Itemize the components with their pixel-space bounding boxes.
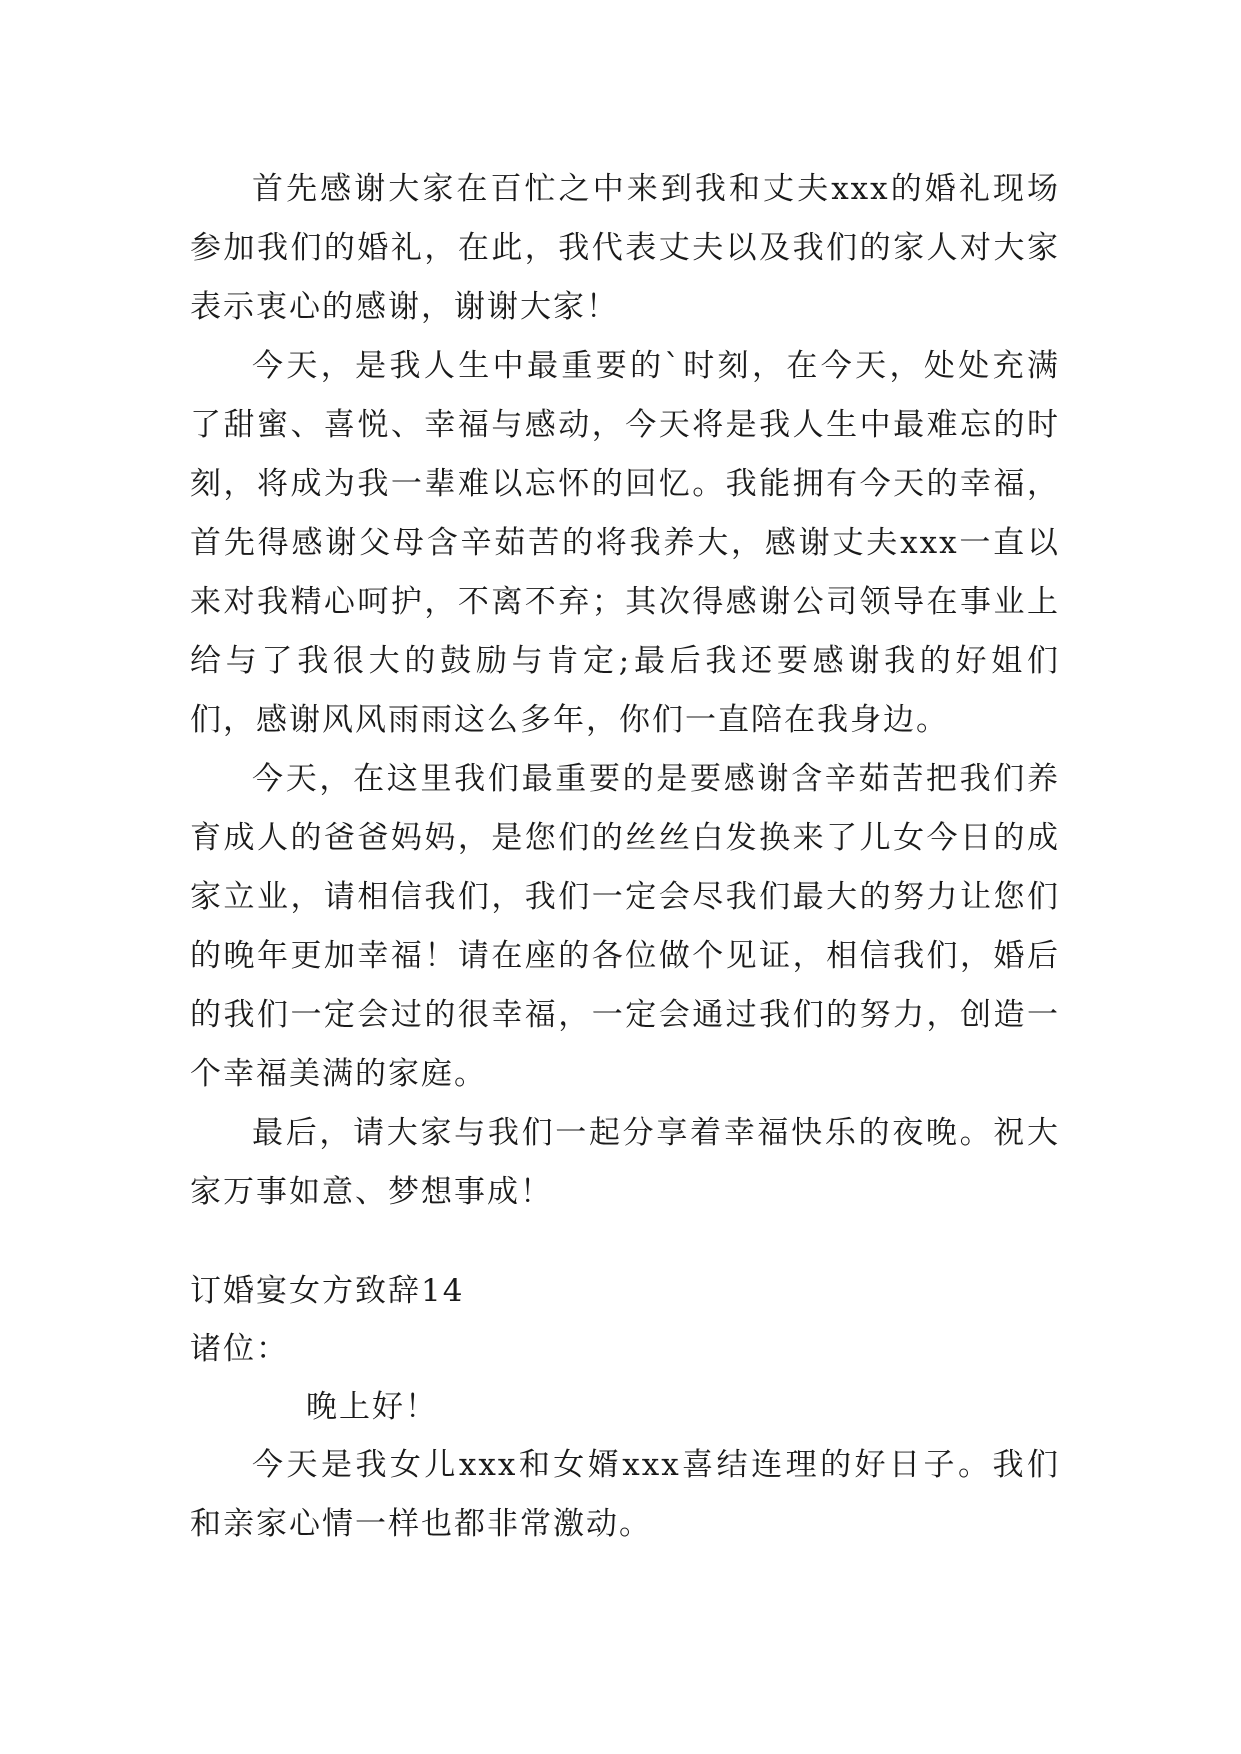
paragraph-parents: 今天，在这里我们最重要的是要感谢含辛茹苦把我们养育成人的爸爸妈妈，是您们的丝丝白发换来了儿女今日的成家立业，请相信我们，我们一定会尽我们最大的努力让您们的晚年更加幸福！请在座的各位做个见证，相信我们，婚后的我们一定会过的很幸福，一定会通过我们的努力，创造一个幸福美满的家庭。 (190, 761, 1060, 1092)
section-heading: 订婚宴女方致辞14 (190, 1273, 465, 1309)
salutation: 诸位： (190, 1331, 289, 1367)
paragraph-thanks: 首先感谢大家在百忙之中来到我和丈夫xxx的婚礼现场参加我们的婚礼，在此，我代表丈夫以及我们的家人对大家表示衷心的感谢，谢谢大家！ (190, 171, 1060, 325)
greeting: 晚上好！ (306, 1389, 438, 1425)
paragraph-closing: 最后，请大家与我们一起分享着幸福快乐的夜晚。祝大家万事如意、梦想事成！ (190, 1115, 1060, 1210)
speech-body (190, 160, 1060, 1222)
paragraph-important-moment: 今天，是我人生中最重要的`时刻，在今天，处处充满了甜蜜、喜悦、幸福与感动，今天将是我人生中最难忘的时刻，将成为我一辈难以忘怀的回忆。我能拥有今天的幸福，首先得感谢父母含辛茹苦的将我养大，感谢丈夫xxx一直以来对我精心呵护，不离不弃；其次得感谢公司领导在事业上给与了我很大的鼓励与肯定;最后我还要感谢我的好姐们们，感谢风风雨雨这么多年，你们一直陪在我身边。 (190, 348, 1060, 738)
paragraph-engagement-intro: 今天是我女儿xxx和女婿xxx喜结连理的好日子。我们和亲家心情一样也都非常激动。 (190, 1447, 1060, 1542)
speech-2-body (190, 1436, 1060, 1554)
